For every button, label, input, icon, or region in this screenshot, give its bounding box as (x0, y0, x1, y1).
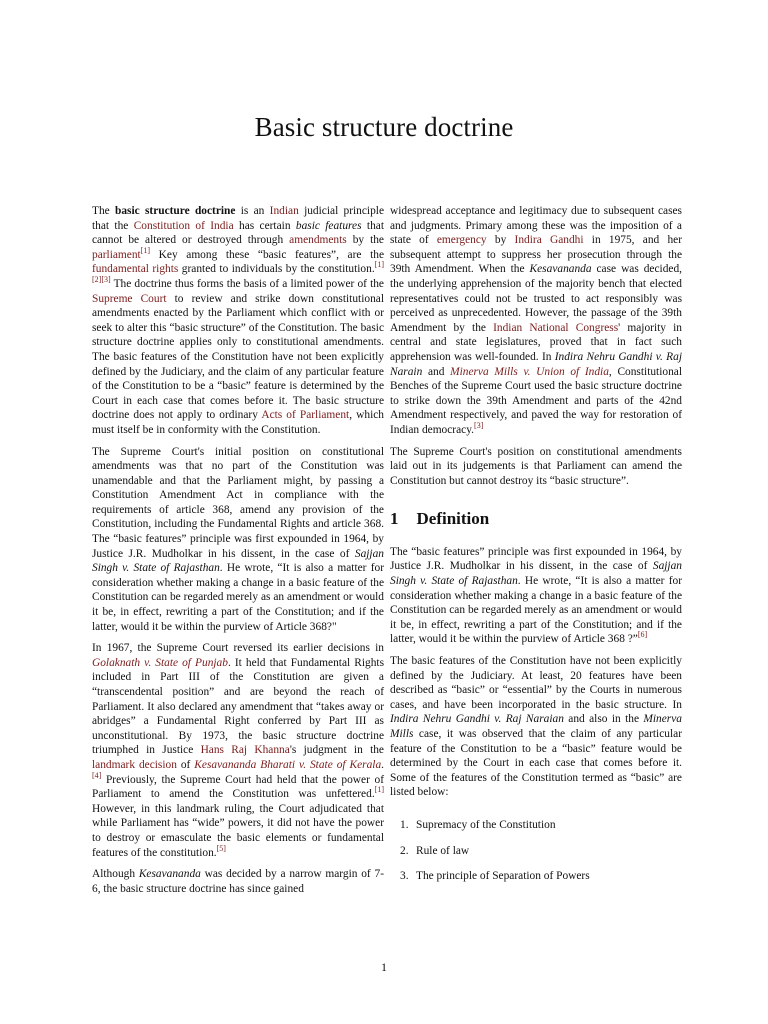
text: case was decided, the underlying apprehension of the majority bench that elected representatives could not be trusted to act responsibly was perceived as unprecedented. However, the passage of the 39th Amendment by the (390, 263, 683, 334)
link-parliament[interactable]: parliament (92, 248, 141, 261)
text: The Supreme Court's position on constitutional amendments laid out in its judgements is that Parliament can amend the Constitution but cannot destroy its “basic structure”. (390, 445, 682, 487)
list-item (400, 844, 682, 859)
text: Key among these “basic features”, are the (150, 248, 384, 261)
bold-term: basic structure doctrine (115, 205, 236, 217)
italic-term: Indira Nehru Gandhi v. Raj Narain (390, 350, 682, 378)
citation-link[interactable]: [1][2][3] (92, 260, 384, 285)
intro-paragraph (92, 204, 384, 438)
link-minerva-mills-case[interactable]: Minerva Mills v. Union of India (450, 365, 609, 378)
italic-term: basic features (295, 219, 362, 232)
right-column (390, 204, 682, 895)
link-landmark-decision[interactable]: landmark decision (92, 758, 177, 771)
link-supreme-court[interactable]: Supreme Court (92, 292, 167, 305)
italic-term: Sajjan Singh v. State of Rajasthan (390, 560, 682, 588)
page-title: Basic structure doctrine (254, 112, 514, 142)
text: widespread acceptance and legitimacy due to subsequent cases and judgments. Primary among these was the imposition of a state of (390, 205, 682, 247)
text: that cannot be altered or destroyed through (92, 219, 384, 247)
left-column (92, 204, 384, 903)
italic-term: Indira Nehru Gandhi v. Raj Naraian (390, 713, 564, 726)
paragraph (390, 445, 682, 489)
paragraph (390, 204, 682, 438)
text: judicial principle that the (92, 205, 384, 232)
text: . It held that Fundamental Rights included in Part III of the Constitution are given a “transcendental position” and are beyond the reach of Parliament. It also declared any amendment that “takes away or abridges” a Fundamental Right conferred by Part III as unconstitutional. By 1973, the basic structure doctrine triumphed in Justice (92, 656, 384, 757)
text: . (381, 758, 385, 771)
link-emergency[interactable]: emergency (436, 234, 487, 247)
link-indira-gandhi[interactable]: Indira Gandhi (514, 234, 584, 247)
basic-features-list (390, 818, 682, 884)
text: is an (235, 205, 270, 217)
text: granted to individuals by the constitution. (178, 263, 375, 276)
citation-link[interactable]: [3] (474, 421, 484, 431)
text: ' majority in central and state legislatures, proved that in fact such apprehension was well-founded. In (390, 321, 682, 363)
text: The “basic features” principle was first expounded in 1964, by Justice J.R. Mudholkar in his dissent, in the case of (390, 545, 682, 573)
citation-link[interactable]: [5] (216, 843, 226, 853)
link-kesavananda-case[interactable]: Kesavananda Bharati v. State of Kerala (194, 758, 382, 771)
list-text: Supremacy of the Constitution (416, 818, 556, 831)
italic-term: Minerva Mills (390, 713, 682, 740)
text: 's judgment in the (289, 744, 384, 757)
list-text: The principle of Separation of Powers (416, 870, 590, 883)
text: However, in this landmark ruling, the Court adjudicated that while Parliament has “wide” powers, it did not have the power to destroy or emasculate the basic elements or fundamental features of the constitution. (92, 802, 384, 859)
text: The doctrine thus forms the basis of a limited power of the (110, 277, 384, 290)
text: . He wrote, “It is also a matter for consideration whether making a change in a basic feature of the Constitution can be regarded merely as an amendment or would it be, in effect, rewriting a part of the Constitution; and if the latter, would it be within the purview of Article 368 ?” (390, 575, 682, 646)
text: The (92, 205, 115, 217)
text: has certain (233, 219, 296, 232)
paragraph (390, 545, 682, 647)
paragraph (92, 867, 384, 896)
text: , which must itself be in conformity with the Constitution. (92, 409, 384, 436)
link-hans-raj-khanna[interactable]: Hans Raj Khanna (200, 744, 290, 757)
italic-term: Sajjan Singh v. State of Rajasthan (92, 547, 384, 575)
list-number: 1. (400, 818, 409, 831)
citation-link[interactable]: [6] (637, 630, 648, 640)
paragraph (92, 445, 384, 635)
link-fundamental-rights[interactable]: fundamental rights (92, 263, 179, 276)
text: by (486, 234, 515, 247)
list-number: 3. (400, 870, 409, 883)
text: The basic features of the Constitution have not been explicitly defined by the Judiciary. At least, 20 features have been described as “basic” or “essential” by the Courts in numerous cases, and have been incorporated in the basic structure. In (390, 655, 682, 711)
text: was decided by a narrow margin of 7-6, the basic structure doctrine has since gained (92, 868, 384, 895)
paragraph (92, 641, 384, 860)
list-text: Rule of law (416, 844, 470, 857)
page-number: 1 (381, 960, 387, 974)
text: Although (92, 868, 139, 881)
citation-link[interactable]: [1] (374, 785, 384, 795)
citation-link[interactable]: [1] (140, 245, 151, 255)
section-number: 1 (390, 509, 399, 529)
text: and (422, 365, 451, 378)
text: Previously, the Supreme Court had held that the power of Parliament to amend the Constitution was unfettered. (92, 773, 384, 801)
text: and also in the (563, 713, 644, 726)
section-title: Definition (416, 509, 490, 529)
link-acts-of-parliament[interactable]: Acts of Parliament (261, 409, 350, 422)
list-number: 2. (400, 844, 409, 857)
link-constitution-of-india[interactable]: Constitution of India (133, 219, 234, 232)
link-amendments[interactable]: amendments (289, 234, 347, 247)
italic-term: Kesavananda (529, 263, 592, 276)
text: case, it was observed that the claim of any particular feature of the Constitution to be a “basic” feature would be determined by the Court in each case that comes before it. Some of the features of the Constitution termed as “basic” are listed below: (390, 728, 682, 799)
italic-term: Kesavananda (138, 868, 201, 881)
link-indian[interactable]: Indian (269, 205, 299, 217)
text: . He wrote, “It is also a matter for consideration whether making a change in a basic feature of the Constitution can be regarded merely as an amendment or would it be, in effect, rewriting a part of the Constitution; and if the latter, would it be within the purview of Article 368?" (92, 562, 384, 633)
citation-link[interactable]: [4] (92, 770, 102, 780)
link-golaknath-case[interactable]: Golaknath v. State of Punjab (92, 656, 228, 669)
text: The Supreme Court's initial position on constitutional amendments was that no part of the Constitution was unamendable and that the Parliament might, by passing a Constitution Amendment Act in compliance with the requirements of article 368, amend any provision of the Constitution, including the Fundamental Rights and article 368. The “basic features” principle was first expounded in 1964, by Justice J.R. Mudholkar in his dissent, in the case of (92, 445, 384, 560)
text: in 1975, and her subsequent attempt to suppress her prosecution through the 39th Amendment. When the (390, 234, 683, 276)
text: of (176, 758, 195, 771)
paragraph (390, 654, 682, 800)
list-item (400, 869, 682, 884)
list-item (400, 818, 682, 833)
link-indian-national-congress[interactable]: Indian National Congress (493, 321, 619, 334)
text: by the (346, 234, 384, 247)
section-heading-definition (390, 509, 682, 529)
text: In 1967, the Supreme Court reversed its earlier decisions in (92, 642, 384, 655)
text: , Constitutional Benches of the Supreme Court used the basic structure doctrine to strike down the 39th Amendment and parts of the 42nd Amendment respectively, and paved the way for restoration of Indian democracy. (390, 365, 682, 436)
text: to review and strike down constitutional amendments enacted by the Parliament which conflict with or seek to alter this “basic structure” of the Constitution. The basic structure doctrine applies only to constitutional amendments. The basic features of the Constitution have not been explicitly defined by the Judiciary, and the claim of any particular feature of the Constitution to be a “basic” feature is determined by the Court in each case that comes before it. The basic structure doctrine does not apply to ordinary (92, 292, 384, 422)
